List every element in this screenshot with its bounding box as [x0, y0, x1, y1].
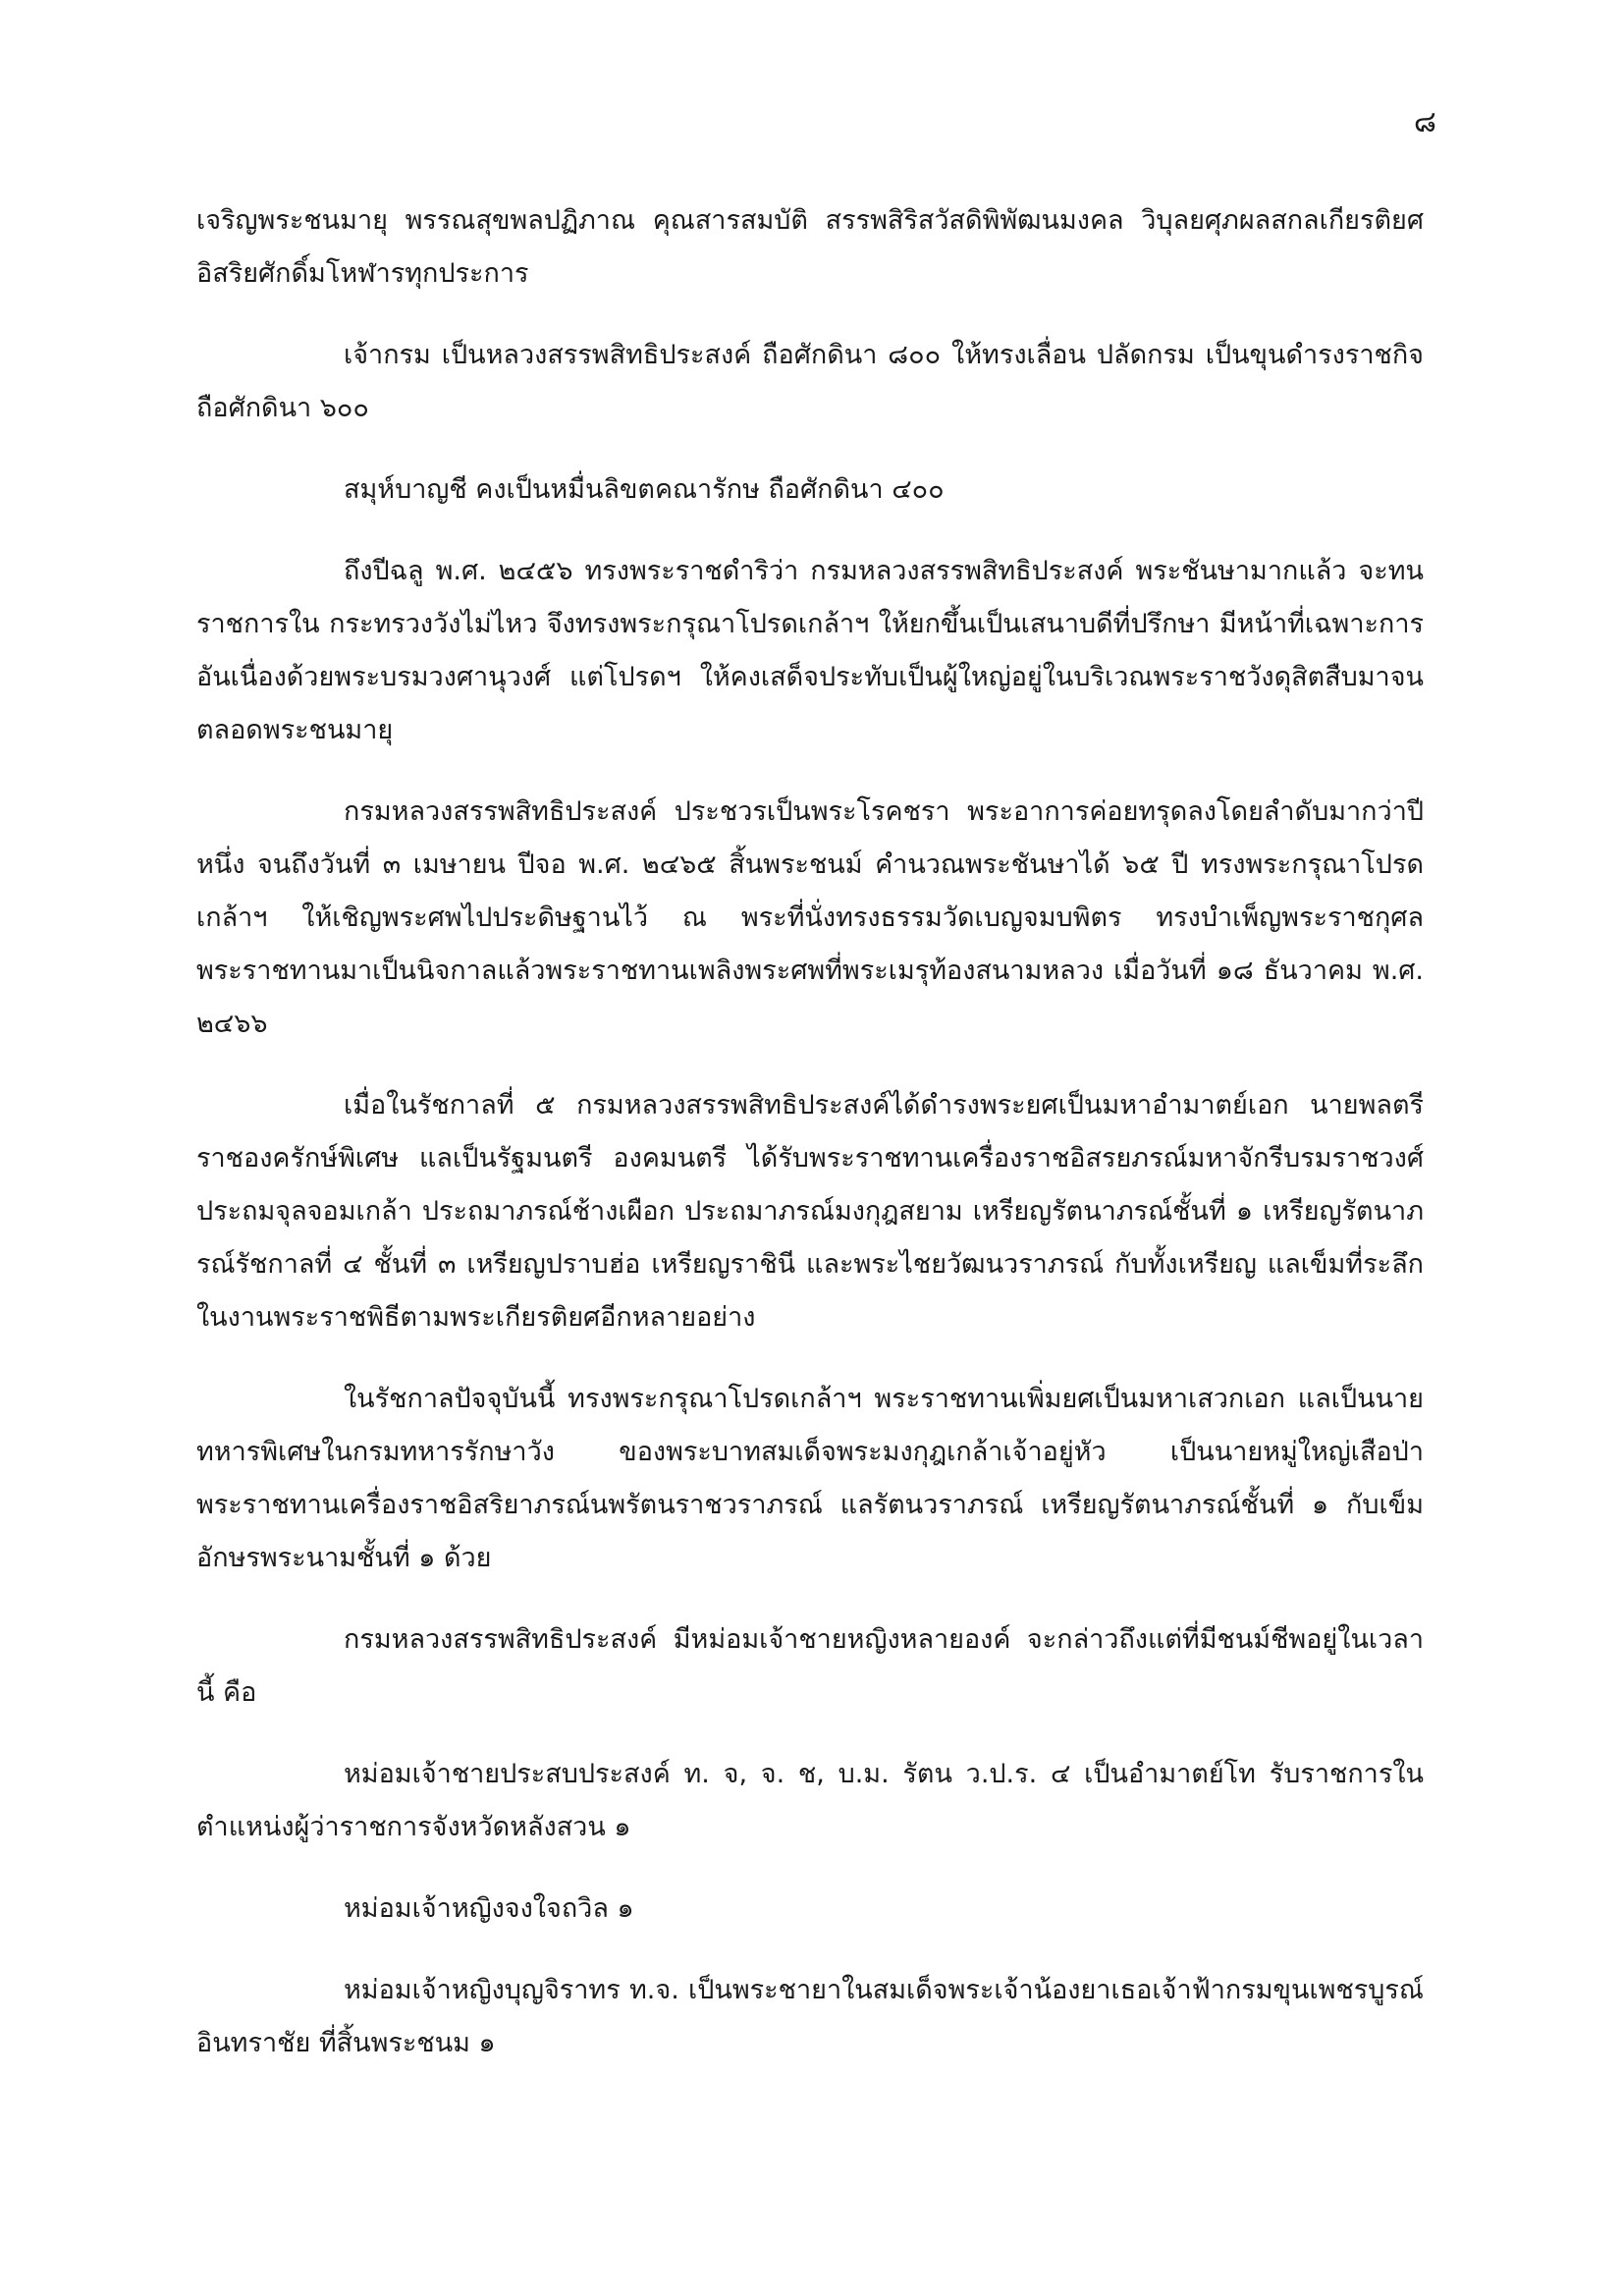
paragraph-accountant: สมุห์บาญชี คงเป็นหมื่นลิขตคณารักษ ถือศักดินา ๔๐๐	[344, 474, 945, 505]
paragraph-illness-death: กรมหลวงสรรพสิทธิประสงค์ ประชวรเป็นพระโรคชรา พระอาการค่อยทรุดลงโดยลำดับมากว่าปีหนึ่ง จนถึงวันที่ ๓ เมษายน ปีจอ พ.ศ. ๒๔๖๕ สิ้นพระชนม์ คำนวณพระชันษาได้ ๖๕ ปี ทรงพระกรุณาโปรดเกล้าฯ ให้เชิญพระศพไปประดิษฐานไว้ ณ พระที่นั่งทรงธรรมวัดเบญจมบพิตร ทรงบำเพ็ญพระราชกุศลพระราชทานมาเป็นนิจกาลแล้วพระราชทานเพลิงพระศพที่พระเมรุท้องสนามหลวง เมื่อวันที่ ๑๘ ธันวาคม พ.ศ. ๒๔๖๖	[196, 796, 1424, 1039]
paragraph-blessing-continuation: เจริญพระชนมายุ พรรณสุขพลปฏิภาณ คุณสารสมบัติ สรรพสิริสวัสดิพิพัฒนมงคล วิบุลยศุภผลสกลเกียรติยศ อิสริยศักดิ์มโหฬารทุกประการ	[196, 205, 1424, 289]
paragraph-department-head: เจ้ากรม เป็นหลวงสรรพสิทธิประสงค์ ถือศักดินา ๘๐๐ ให้ทรงเลื่อน ปลัดกรม เป็นขุนดำรงราชกิจ ถือศักดินา ๖๐๐	[196, 340, 1424, 423]
paragraph-reign-5-honors: เมื่อในรัชกาลที่ ๕ กรมหลวงสรรพสิทธิประสงค์ได้ดำรงพระยศเป็นมหาอำมาตย์เอก นายพลตรีราชองครักษ์พิเศษ แลเป็นรัฐมนตรี องคมนตรี ได้รับพระราชทานเครื่องราชอิสรยภรณ์มหาจักรีบรมราชวงศ์ ประถมจุลจอมเกล้า ประถมาภรณ์ช้างเผือก ประถมาภรณ์มงกุฎสยาม เหรียญรัตนาภรณ์ชั้นที่ ๑ เหรียญรัตนาภรณ์รัชกาลที่ ๔ ชั้นที่ ๓ เหรียญปราบฮ่อ เหรียญราชินี และพระไชยวัฒนวราภรณ์ กับทั้งเหรียญ แลเข็มที่ระลึกในงานพระราชพิธีตามพระเกียรติยศอีกหลายอย่าง	[196, 1090, 1424, 1333]
paragraph-children-intro: กรมหลวงสรรพสิทธิประสงค์ มีหม่อมเจ้าชายหญิงหลายองค์ จะกล่าวถึงแต่ที่มีชนม์ชีพอยู่ในเวลานี้ คือ	[196, 1624, 1424, 1708]
paragraph-child-prasop: หม่อมเจ้าชายประสบประสงค์ ท. จ, จ. ช, บ.ม. รัตน ว.ป.ร. ๔ เป็นอำมาตย์โท รับราชการในตำแหน่งผู้ว่าราชการจังหวัดหลังสวน ๑	[196, 1759, 1424, 1842]
paragraph-child-boonjiratorn: หม่อมเจ้าหญิงบุญจิราทร ท.จ. เป็นพระชายาในสมเด็จพระเจ้าน้องยาเธอเจ้าฟ้ากรมขุนเพชรบูรณ์อินทราชัย ที่สิ้นพระชนม ๑	[196, 1975, 1424, 2058]
page-number: ๘	[1413, 105, 1436, 139]
paragraph-promotion-2456: ถึงปีฉลู พ.ศ. ๒๔๕๖ ทรงพระราชดำริว่า กรมหลวงสรรพสิทธิประสงค์ พระชันษามากแล้ว จะทนราชการใน กระทรวงวังไม่ไหว จึงทรงพระกรุณาโปรดเกล้าฯ ให้ยกขึ้นเป็นเสนาบดีที่ปรึกษา มีหน้าที่เฉพาะการอันเนื่องด้วยพระบรมวงศานุวงศ์ แต่โปรดฯ ให้คงเสด็จประทับเป็นผู้ใหญ่อยู่ในบริเวณพระราชวังดุสิตสืบมาจนตลอดพระชนมายุ	[196, 556, 1424, 745]
paragraph-current-reign-honors: ในรัชกาลปัจจุบันนี้ ทรงพระกรุณาโปรดเกล้าฯ พระราชทานเพิ่มยศเป็นมหาเสวกเอก แลเป็นนายทหารพิเศษในกรมทหารรักษาวัง ของพระบาทสมเด็จพระมงกุฎเกล้าเจ้าอยู่หัว เป็นนายหมู่ใหญ่เสือป่า พระราชทานเครื่องราชอิสริยาภรณ์นพรัตนราชวราภรณ์ แลรัตนวราภรณ์ เหรียญรัตนาภรณ์ชั้นที่ ๑ กับเข็มอักษรพระนามชั้นที่ ๑ ด้วย	[196, 1384, 1424, 1573]
document-body	[196, 194, 1424, 2099]
paragraph-child-jongjai: หม่อมเจ้าหญิงจงใจถวิล ๑	[344, 1893, 634, 1924]
